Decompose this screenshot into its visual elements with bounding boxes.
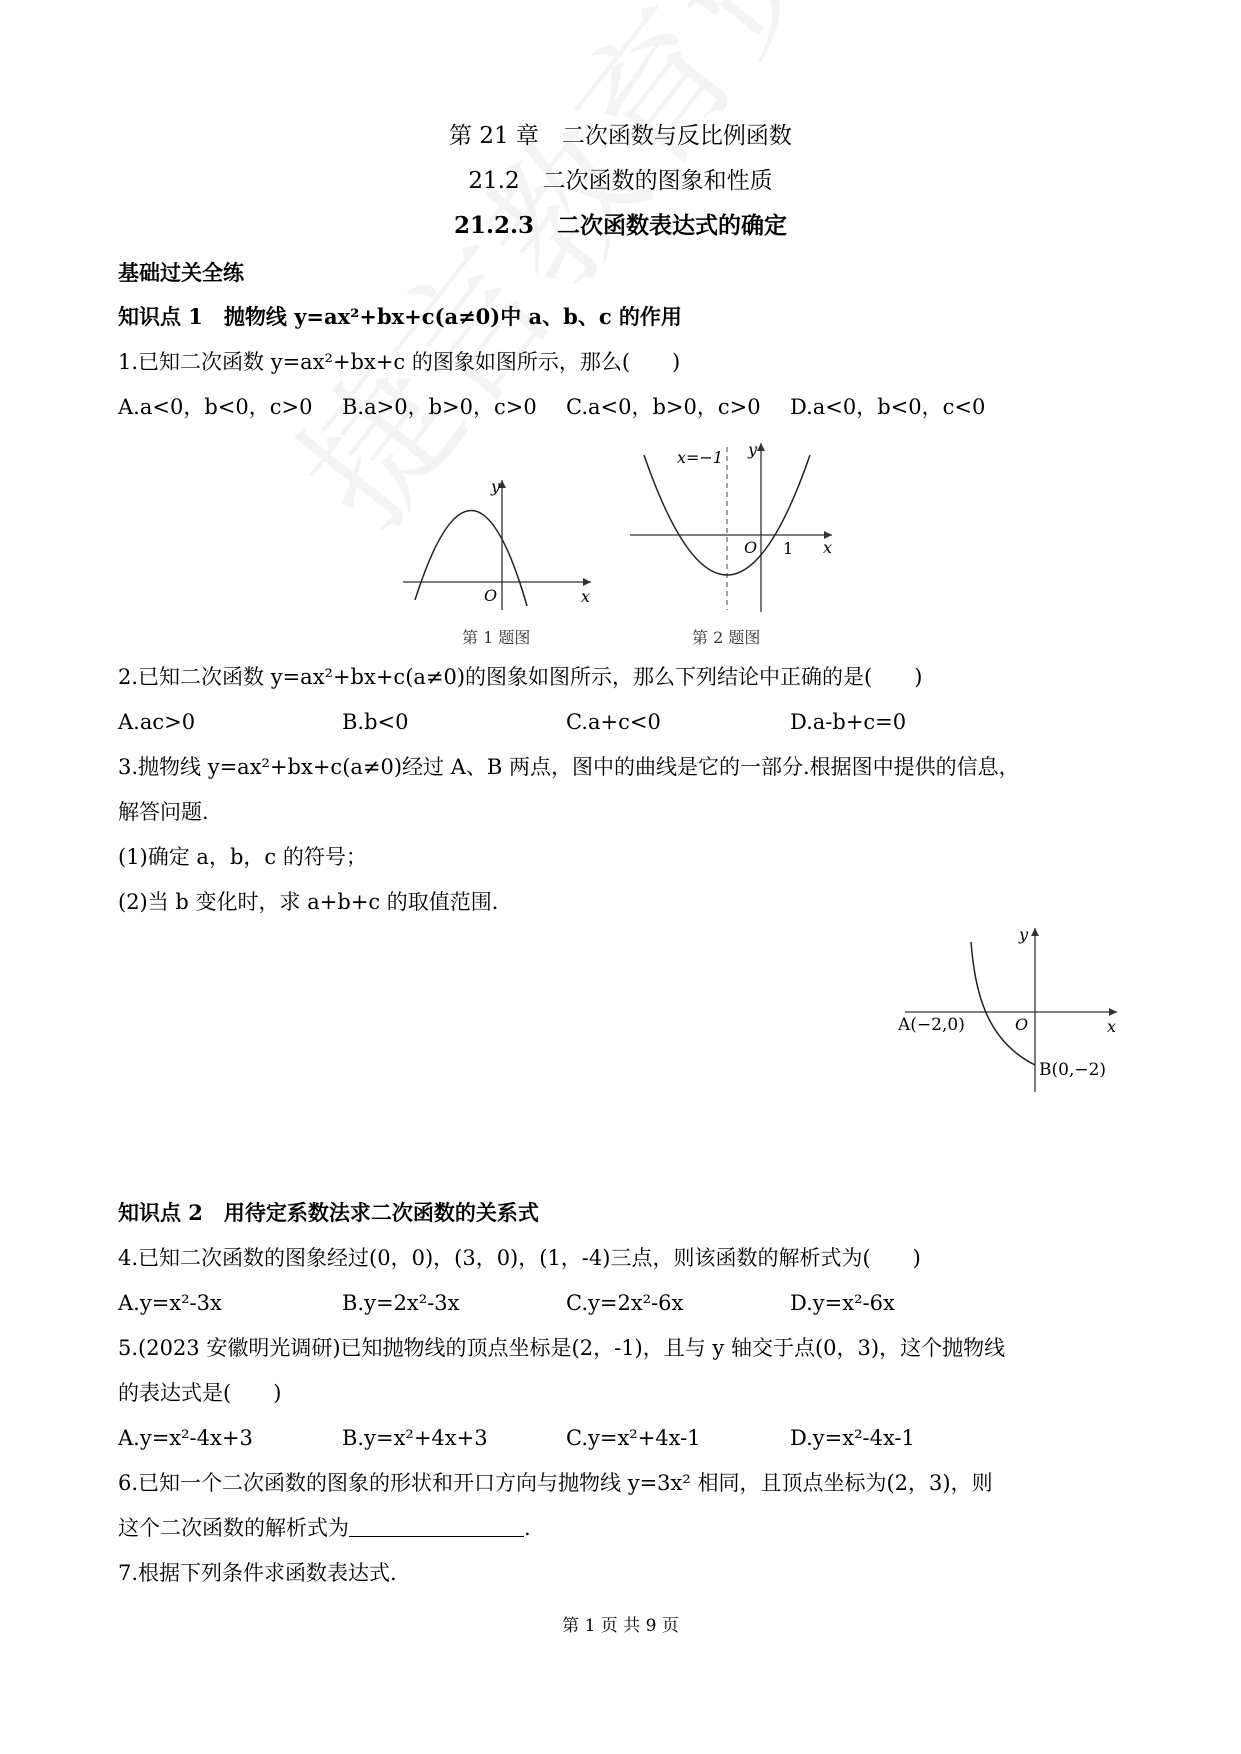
fig1-origin-label: O: [484, 586, 498, 605]
question-6-line-2: [118, 1513, 531, 1543]
answer-blank[interactable]: [349, 1514, 524, 1537]
section-title: 21.2 二次函数的图象和性质: [468, 168, 773, 194]
figure-3-graph: [895, 920, 1125, 1100]
fig2-y-label: y: [748, 440, 758, 459]
q4-option-c: C.y=2x²-6x: [566, 1291, 684, 1315]
question-7-stem: 7.根据下列条件求函数表达式.: [118, 1561, 397, 1585]
fig2-x-label: x: [823, 538, 833, 557]
knowledge-point-2-title: 知识点 2 用待定系数法求二次函数的关系式: [118, 1200, 539, 1225]
question-6-end-period: .: [524, 1516, 531, 1540]
q1-option-c: C.a<0，b>0，c>0: [566, 395, 761, 419]
fig2-axis-of-symmetry-label: x=−1: [677, 448, 724, 467]
q5-option-a: A.y=x²-4x+3: [118, 1426, 253, 1450]
figure-2-graph: [620, 435, 840, 615]
q1-option-d: D.a<0，b<0，c<0: [790, 395, 986, 419]
figure-2-caption: 第 2 题图: [692, 628, 761, 647]
q2-option-d: D.a-b+c=0: [790, 710, 907, 734]
q5-option-c: C.y=x²+4x-1: [566, 1426, 701, 1450]
question-3-part-1: (1)确定 a，b，c 的符号；: [118, 845, 367, 869]
fig3-x-label: x: [1107, 1017, 1117, 1036]
knowledge-point-1-title: 知识点 1 抛物线 y=ax²+bx+c(a≠0)中 a、b、c 的作用: [118, 304, 682, 329]
question-2-stem: 2.已知二次函数 y=ax²+bx+c(a≠0)的图象如图所示，那么下列结论中正确的是( ): [118, 665, 923, 689]
q2-option-a: A.ac>0: [118, 710, 196, 734]
question-6-line-1: 6.已知一个二次函数的图象的形状和开口方向与抛物线 y=3x² 相同，且顶点坐标为(2，3)，则: [118, 1471, 993, 1495]
page-footer: 第 1 页 共 9 页: [562, 1616, 679, 1636]
fig2-tick-1: 1: [783, 539, 794, 558]
question-1-stem: 1.已知二次函数 y=ax²+bx+c 的图象如图所示，那么( ): [118, 350, 681, 374]
q5-option-d: D.y=x²-4x-1: [790, 1426, 915, 1450]
fig1-x-label: x: [581, 587, 591, 606]
question-6-line-2-text: 这个二次函数的解析式为: [118, 1516, 349, 1540]
fig3-point-b-label: B(0,−2): [1039, 1060, 1107, 1080]
question-3-line-1: 3.抛物线 y=ax²+bx+c(a≠0)经过 A、B 两点，图中的曲线是它的一部分.根据图中提供的信息，: [118, 755, 1020, 779]
figure-1-graph: [395, 470, 600, 610]
subsection-title: 21.2.3 二次函数表达式的确定: [453, 212, 788, 239]
question-3-line-2: 解答问题.: [118, 800, 209, 824]
q4-option-a: A.y=x²-3x: [118, 1291, 222, 1315]
q5-option-b: B.y=x²+4x+3: [342, 1426, 488, 1450]
question-5-line-1: 5.(2023 安徽明光调研)已知抛物线的顶点坐标是(2，-1)，且与 y 轴交于点(0，3)，这个抛物线: [118, 1336, 1006, 1360]
fig1-y-label: y: [491, 477, 501, 496]
chapter-title: 第 21 章 二次函数与反比例函数: [449, 123, 792, 149]
q1-option-b: B.a>0，b>0，c>0: [342, 395, 537, 419]
question-3-part-2: (2)当 b 变化时，求 a+b+c 的取值范围.: [118, 890, 499, 914]
q2-option-c: C.a+c<0: [566, 710, 661, 734]
q2-option-b: B.b<0: [342, 710, 409, 734]
q4-option-b: B.y=2x²-3x: [342, 1291, 460, 1315]
question-4-stem: 4.已知二次函数的图象经过(0，0)，(3，0)，(1，-4)三点，则该函数的解析式为( ): [118, 1246, 921, 1270]
figure-1-caption: 第 1 题图: [462, 628, 531, 647]
fig3-origin-label: O: [1015, 1015, 1029, 1034]
part-title: 基础过关全练: [118, 260, 244, 285]
fig3-point-a-label: A(−2,0): [898, 1015, 965, 1035]
question-5-line-2: 的表达式是( ): [118, 1381, 282, 1405]
q4-option-d: D.y=x²-6x: [790, 1291, 895, 1315]
fig2-origin-label: O: [744, 538, 758, 557]
fig3-y-label: y: [1019, 925, 1029, 944]
q1-option-a: A.a<0，b<0，c>0: [118, 395, 313, 419]
